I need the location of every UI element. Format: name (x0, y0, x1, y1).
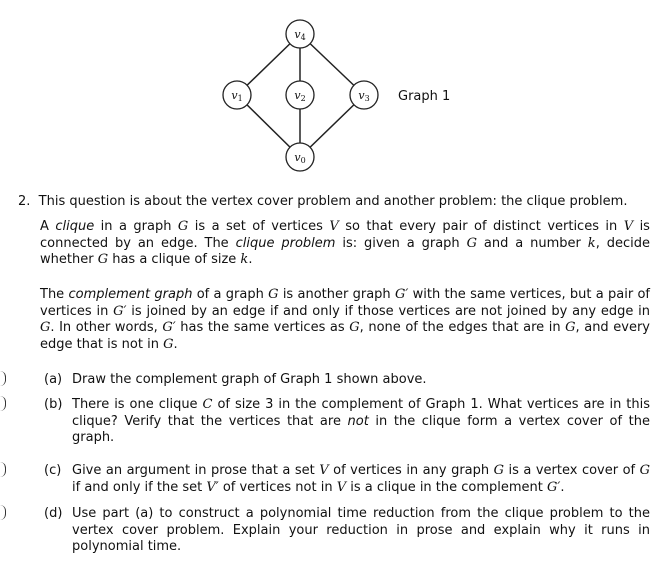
clique-def-g2: G (466, 235, 477, 251)
clique-def-t5: is a set of vertices (188, 219, 330, 234)
graph-node-v0 (286, 143, 314, 171)
part-c-t13: . (560, 479, 565, 495)
part-c-v2: V (336, 479, 347, 495)
clique-def-t11: is: given a graph (335, 235, 467, 251)
comp-def-gp2: G′ (113, 303, 127, 319)
clique-def-t1: A (40, 219, 56, 234)
comp-def-t19: . (173, 336, 178, 352)
node-v2-base: v (294, 89, 301, 102)
part-c-t5: is a vertex cover of (504, 463, 640, 478)
question-number: 2. (18, 194, 31, 209)
part-b (44, 397, 650, 449)
part-a-label: (a) (44, 372, 63, 387)
part-d-label: (d) (44, 506, 63, 521)
clique-def-t15: , decide whether (40, 235, 650, 267)
comp-def-g3: G (349, 320, 360, 335)
node-v1-sub: 1 (237, 94, 243, 103)
comp-def-t5: is another graph (278, 287, 395, 302)
part-a (44, 372, 650, 389)
comp-def-t17: , and every edge that is not in (40, 320, 650, 352)
clique-problem-term: clique problem (235, 235, 336, 251)
node-v1-base: v (231, 89, 238, 102)
margin-bracket-c (0, 462, 6, 477)
node-v4-base: v (294, 28, 301, 41)
node-v0-sub: 0 (300, 156, 306, 165)
clique-def-t7: so that every pair of distinct vertices in (338, 219, 624, 234)
comp-def-g1: G (268, 287, 279, 302)
part-c-t7: if and only if the set (72, 479, 207, 495)
complement-definition (40, 287, 650, 353)
clique-def-t9: is connected by an edge. The (40, 219, 650, 251)
comp-def-t7: with the same vertices, but a pair of vertices in (40, 287, 650, 319)
part-c-gp: G′ (547, 479, 561, 495)
part-b-c: C (202, 397, 213, 412)
graph-node-v2 (286, 81, 314, 109)
comp-def-gp3: G′ (162, 320, 176, 335)
node-v0-base: v (294, 151, 301, 164)
part-c-vp: V′ (206, 479, 219, 495)
part-b-not: not (347, 413, 369, 429)
clique-def-k1: k (587, 235, 596, 251)
graph-caption: Graph 1 (398, 89, 451, 104)
clique-def-g1: G (177, 219, 189, 234)
clique-def-g3: G (97, 252, 109, 267)
clique-def-t19: . (248, 252, 253, 267)
node-v3-sub: 3 (364, 94, 370, 103)
margin-bracket-d (0, 505, 6, 520)
node-v3-base: v (358, 89, 365, 102)
clique-def-v1: V (329, 219, 339, 234)
comp-def-g5: G (163, 336, 174, 352)
clique-definition (40, 219, 650, 269)
node-v2-sub: 2 (300, 94, 306, 103)
comp-def-t9: is joined by an edge if and only if those vertices are not joined by any edge in (126, 303, 650, 319)
part-b-label: (b) (44, 397, 63, 412)
part-d-text: Use part (a) to construct a polynomial time reduction from the clique problem to the vertex cover problem. Explain your reduction in prose and explain why it runs in polynomial time. (72, 506, 650, 554)
part-c-t11: is a clique in the complement (346, 479, 548, 495)
comp-def-t15: , none of the edges that are in (359, 320, 566, 335)
part-b-t3: of size 3 in the complement of Graph 1. What vertices are in this clique? Verify that the vertices that are (72, 397, 650, 429)
part-b-t1: There is one clique (72, 397, 203, 412)
part-c-t9: of vertices not in (218, 479, 337, 495)
clique-def-t3: in a graph (94, 219, 178, 234)
comp-def-gp1: G′ (394, 287, 409, 302)
margin-bracket-a (0, 371, 6, 386)
comp-def-g4: G (565, 320, 576, 335)
part-c-g2: G (639, 463, 650, 478)
comp-def-t11: . In other words, (50, 320, 163, 335)
graph-node-v3 (350, 81, 378, 109)
part-b-body (72, 397, 650, 447)
part-c (44, 463, 650, 498)
graph-node-v4 (286, 20, 314, 48)
complement-graph-term: complement graph (68, 287, 193, 302)
clique-def-t17: has a clique of size (108, 252, 241, 267)
question-intro-text: This question is about the vertex cover problem and another problem: the clique problem. (38, 194, 628, 209)
part-c-g1: G (493, 463, 505, 478)
part-c-v1: V (319, 463, 329, 478)
part-c-body (72, 463, 650, 496)
node-v4-sub: 4 (300, 33, 306, 42)
part-d (44, 506, 650, 561)
clique-def-k2: k (240, 252, 249, 267)
graph-node-v1 (223, 81, 251, 109)
part-b-t5: in the clique form a vertex cover of the graph. (72, 413, 650, 445)
clique-def-v2: V (623, 219, 634, 234)
clique-term: clique (55, 219, 95, 234)
margin-bracket-b (0, 396, 6, 411)
graph-1-figure (0, 0, 664, 190)
part-a-text: Draw the complement graph of Graph 1 shown above. (72, 372, 427, 387)
part-c-t1: Give an argument in prose that a set (72, 463, 320, 478)
comp-def-t1: The (40, 287, 69, 302)
question-intro (18, 194, 650, 211)
comp-def-t13: has the same vertices as (175, 320, 350, 335)
part-c-label: (c) (44, 463, 62, 478)
comp-def-t3: of a graph (192, 287, 269, 302)
clique-def-t13: and a number (476, 235, 588, 251)
part-c-t3: of vertices in any graph (328, 463, 494, 478)
comp-def-g2: G (40, 320, 51, 335)
